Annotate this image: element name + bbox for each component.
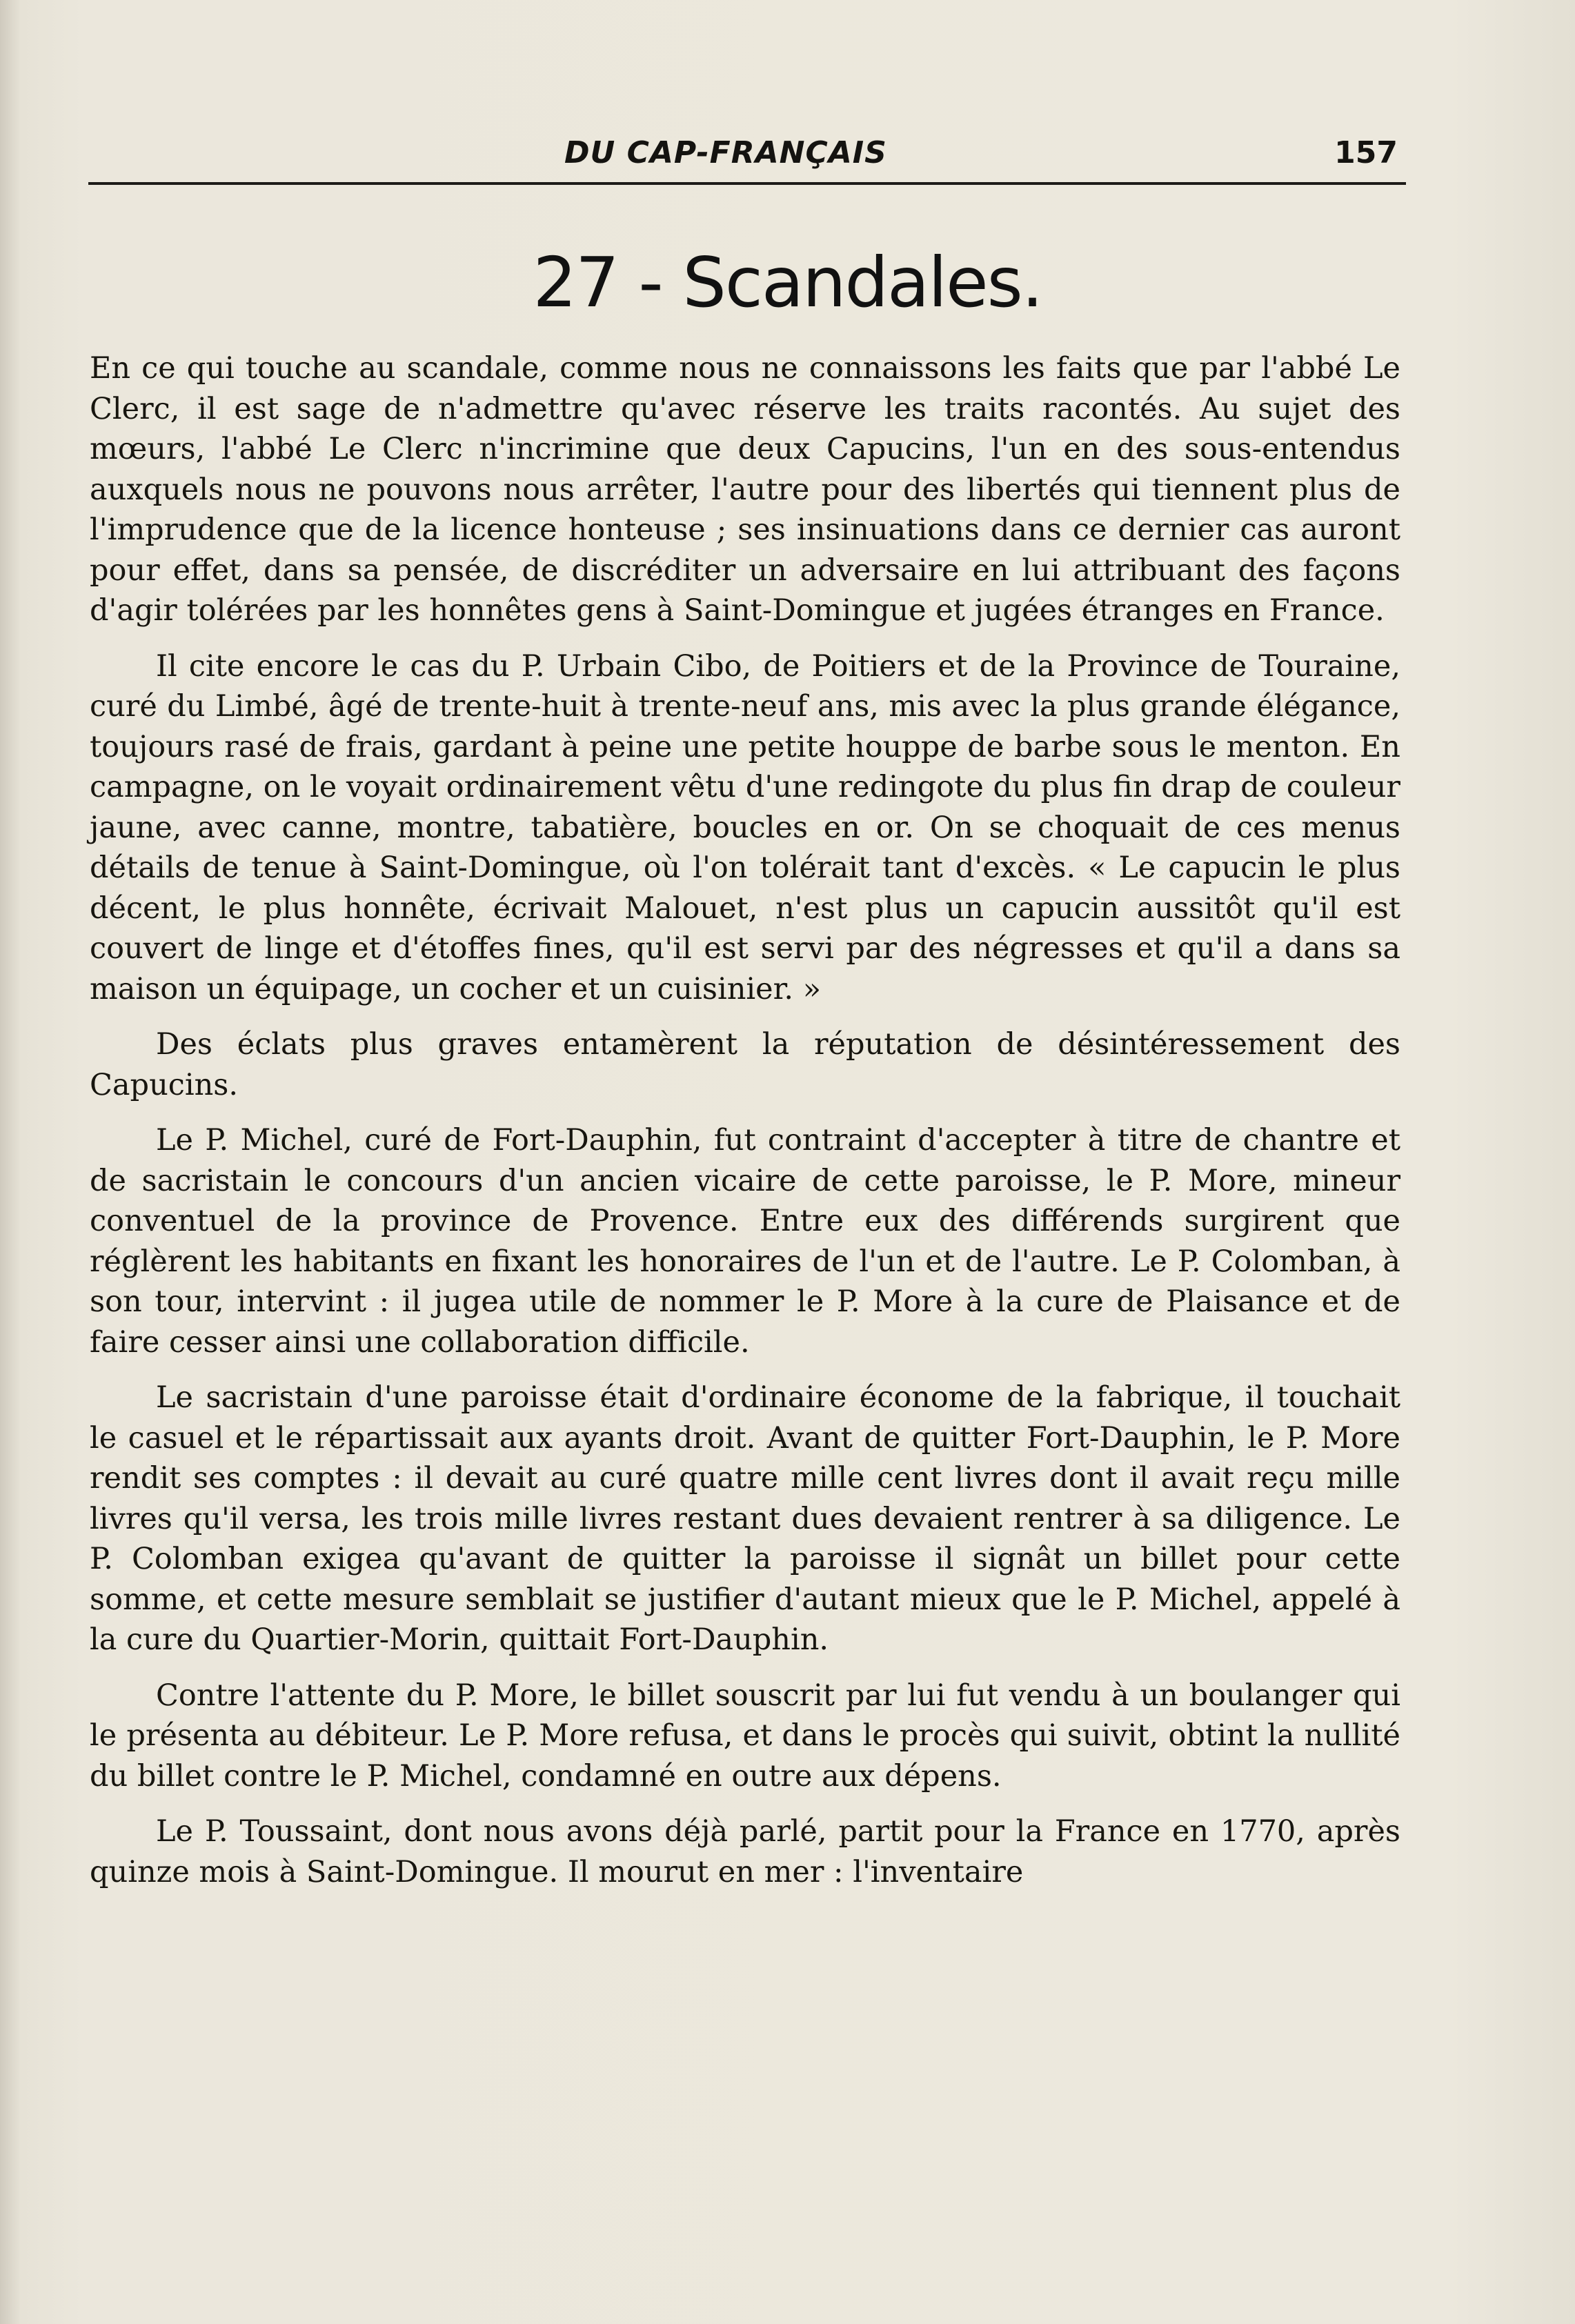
paragraph-7: Le P. Toussaint, dont nous avons déjà parlé, partit pour la France en 1770, après quinze mois à Saint-Domingue. Il mourut en mer : l'inventaire	[90, 1814, 1400, 1889]
paragraph-2: Il cite encore le cas du P. Urbain Cibo, de Poitiers et de la Province de Touraine, curé du Limbé, âgé de trente-huit à trente-neuf ans, mis avec la plus grande élégance, toujours rasé de frais, gardant à peine une petite houppe de barbe sous le menton. En campagne, on le voyait ordinairement vêtu d'une redingote du plus fin drap de couleur jaune, avec canne, montre, tabatière, boucles en or. On se choquait de ces menus détails de tenue à Saint-Domingue, où l'on tolérait tant d'excès. « Le capucin le plus décent, le plus honnête, écrivait Malouet, n'est plus un capucin aussitôt qu'il est couvert de linge et d'étoffes fines, qu'il est servi par des négresses et qu'il a dans sa maison un équipage, un cocher et un cuisinier. »	[90, 648, 1400, 1006]
page-header	[88, 131, 1406, 185]
paragraph-3: Des éclats plus graves entamèrent la réputation de désintéressement des Capucins.	[90, 1027, 1400, 1102]
paragraph-1: En ce qui touche au scandale, comme nous ne connaissons les faits que par l'abbé Le Clerc, il est sage de n'admettre qu'avec réserve les traits racontés. Au sujet des mœurs, l'abbé Le Clerc n'incrimine que deux Capucins, l'un en des sous-entendus auxquels nous ne pouvons nous arrêter, l'autre pour des libertés qui tiennent plus de l'imprudence que de la licence honteuse ; ses insinuations dans ce dernier cas auront pour effet, dans sa pensée, de discréditer un adversaire en lui attribuant des façons d'agir tolérées par les honnêtes gens à Saint-Domingue et jugées étranges en France.	[90, 351, 1400, 628]
chapter-title: 27 - Scandales.	[533, 242, 1042, 323]
running-title: DU CAP-FRANÇAIS	[564, 135, 887, 170]
body-text	[90, 348, 1400, 1907]
paragraph-5: Le sacristain d'une paroisse était d'ordinaire économe de la fabrique, il touchait le casuel et le répartissait aux ayants droit. Avant de quitter Fort-Dauphin, le P. More rendit ses comptes : il devait au curé quatre mille cent livres dont il avait reçu mille livres qu'il versa, les trois mille livres restant dues devaient rentrer à sa diligence. Le P. Colomban exigea qu'avant de quitter la paroisse il signât un billet pour cette somme, et cette mesure semblait se justifier d'autant mieux que le P. Michel, appelé à la cure du Quartier-Morin, quittait Fort-Dauphin.	[90, 1380, 1400, 1657]
page-number: 157	[1334, 135, 1398, 170]
paragraph-6: Contre l'attente du P. More, le billet souscrit par lui fut vendu à un boulanger qui le présenta au débiteur. Le P. More refusa, et dans le procès qui suivit, obtint la nullité du billet contre le P. Michel, condamné en outre aux dépens.	[90, 1678, 1400, 1794]
paragraph-4: Le P. Michel, curé de Fort-Dauphin, fut contraint d'accepter à titre de chantre et de sacristain le concours d'un ancien vicaire de cette paroisse, le P. More, mineur conventuel de la province de Provence. Entre eux des différends surgirent que réglèrent les habitants en fixant les honoraires de l'un et de l'autre. Le P. Colomban, à son tour, intervint : il jugea utile de nommer le P. More à la cure de Plaisance et de faire cesser ainsi une collaboration difficile.	[90, 1123, 1400, 1360]
